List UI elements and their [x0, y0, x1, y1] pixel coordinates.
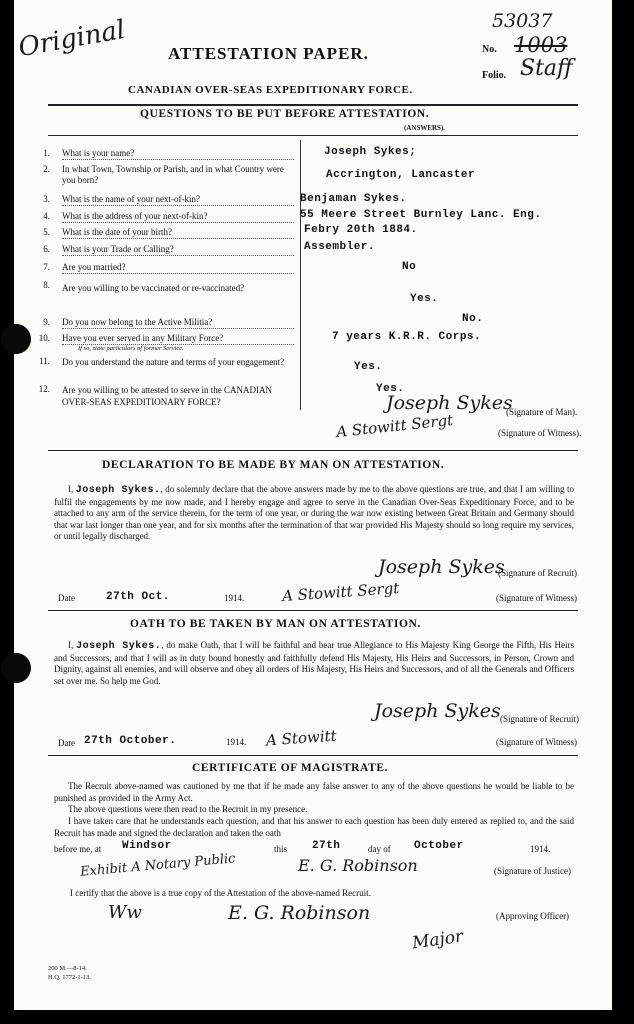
- signature-man-label: (Signature of Man).: [506, 407, 578, 417]
- approving-officer-label: (Approving Officer): [496, 911, 570, 921]
- document-subtitle: CANADIAN OVER-SEAS EXPEDITIONARY FORCE.: [128, 84, 413, 96]
- signature-witness-1: A Stowitt Sergt: [335, 410, 454, 442]
- q11-text: Do you understand the nature and terms of your engagement?: [62, 357, 285, 367]
- magistrate-p3: I have taken care that he understands each question, and that his answer to each question has been duly entered as replied to, and the said Recruit has made and signed the declaration and taken the oath: [54, 816, 574, 838]
- signature-witness-2: A Stowitt Sergt: [281, 578, 400, 606]
- q12-answer: Yes.: [376, 383, 405, 395]
- oath-date-label: Date: [58, 738, 75, 748]
- day-of-label: day of: [368, 844, 391, 854]
- oath-year: 1914.: [226, 737, 247, 747]
- day: 27th: [312, 840, 341, 852]
- oath-rule: [48, 610, 578, 611]
- questions-heading: QUESTIONS TO BE PUT BEFORE ATTESTATION.: [140, 108, 430, 120]
- oath-name: Joseph Sykes.: [76, 641, 162, 652]
- struck-number: 1003: [514, 33, 568, 57]
- punch-hole-top: [1, 324, 31, 354]
- q3-number: 3.: [43, 194, 50, 204]
- signature-witness-label-3: (Signature of Witness): [496, 737, 577, 747]
- signature-witness-3: A Stowitt: [265, 726, 338, 750]
- signature-recruit-label-2: (Signature of Recruit): [500, 714, 579, 724]
- q10-text: Have you ever served in any Military Force?: [62, 333, 294, 345]
- header-rule: [48, 104, 578, 106]
- oath-paragraph: I, Joseph Sykes., do make Oath, that I will be faithful and bear true Allegiance to His Majesty King George the Fifth, His Heirs and Successors, and that I will as in duty bound honestly and faithfully defend His Majesty, His Heirs and Successors, in Person, Crown and Dignity, against all enemies, and will observe and obey all orders of His Majesty, His Heirs and Successors, and of all the Generals and Officers set over me. So help me God.: [54, 640, 574, 686]
- q11-number: 11.: [39, 356, 50, 366]
- notary-note: Exhibit A Notary Public: [79, 851, 236, 880]
- print-code-1: 200 M.—8-14.: [48, 965, 87, 972]
- q4-text: What is the address of your next-of-kin?: [62, 211, 294, 223]
- folio-label: Folio.: [482, 70, 507, 81]
- document-title: ATTESTATION PAPER.: [168, 44, 369, 63]
- certify-text: I certify that the above is a true copy of the Attestation of the above-named Recruit.: [70, 888, 371, 898]
- q7-answer: No: [402, 261, 417, 273]
- q8-answer: Yes.: [410, 293, 439, 305]
- declaration-name: Joseph Sykes.: [75, 485, 161, 496]
- q6-number: 6.: [43, 244, 50, 254]
- oath-date: 27th October.: [84, 735, 177, 747]
- magistrate-rule: [48, 755, 578, 756]
- signature-justice: E. G. Robinson: [298, 856, 418, 875]
- declaration-rule: [48, 450, 578, 451]
- q1-number: 1.: [43, 148, 50, 158]
- q3-text: What is the name of your next-of-kin?: [62, 194, 294, 206]
- folio-value: Staff: [520, 56, 573, 81]
- questions-rule: [48, 135, 578, 136]
- this-label: this: [274, 844, 288, 854]
- magistrate-heading: CERTIFICATE OF MAGISTRATE.: [192, 762, 389, 774]
- q2-number: 2.: [43, 164, 50, 174]
- q3-answer: Benjaman Sykes.: [300, 193, 407, 205]
- punch-hole-bottom: [1, 653, 31, 683]
- approving-rank: Major: [410, 926, 465, 954]
- signature-man: Joseph Sykes: [386, 392, 513, 414]
- print-code-2: H.Q. 1772-1-13.: [48, 974, 91, 981]
- magistrate-p2: The above questions were then read to the Recruit in my presence.: [68, 804, 308, 814]
- q2-answer: Accrington, Lancaster: [326, 169, 476, 181]
- signature-justice-label: (Signature of Justice): [494, 866, 571, 876]
- place: Windsor: [122, 840, 172, 852]
- before-me-label: before me, at: [54, 844, 102, 854]
- q4-answer: 55 Meere Street Burnley Lanc. Eng.: [300, 209, 542, 221]
- q9-text: Do you now belong to the Active Militia?: [62, 317, 294, 329]
- q9-answer: No.: [462, 313, 484, 325]
- signature-recruit-1: Joseph Sykes: [378, 556, 505, 578]
- magistrate-p1: The Recruit above-named was cautioned by me that if he made any false answer to any of the above questions he would be liable to be punished as provided in the Army Act.: [54, 781, 574, 803]
- decl-year: 1914.: [224, 593, 245, 603]
- decl-date: 27th Oct.: [106, 591, 170, 603]
- signature-witness-label-1: (Signature of Witness).: [498, 428, 582, 438]
- signature-witness-label-2: (Signature of Witness): [496, 593, 577, 603]
- q8-number: 8.: [43, 280, 50, 290]
- q6-answer: Assembler.: [304, 241, 376, 253]
- oath-text: , do make Oath, that I will be faithful and bear true Allegiance to His Majesty King George the Fifth, His Heirs and Successors, and that I will as in duty bound honestly and faithfully defend His Majesty, His Heirs and Successors, in Person, Crown and Dignity, against all enemies, and will observe and obey all orders of His Majesty, His Heirs and Successors, and of all the Generals and Officers set over me. So help me God.: [54, 640, 574, 686]
- q2-text: In what Town, Township or Parish, and in what Country were you born?: [62, 164, 284, 185]
- q10-note: If so, state particulars of former Service.: [78, 345, 184, 352]
- q7-text: Are you married?: [62, 262, 294, 274]
- oath-heading: OATH TO BE TAKEN BY MAN ON ATTESTATION.: [130, 618, 421, 630]
- q12-text: Are you willing to be attested to serve in the CANADIAN OVER-SEAS EXPEDITIONARY FORCE?: [62, 385, 272, 407]
- declaration-text: , do solemnly declare that the above answers made by me to the above questions are true, and that I am willing to fulfil the engagements by me now made, and I hereby engage and agree to serve in the Canadian Over-Seas Expeditionary Force, and to be attached to any arm of the service therein, for the term of one year, or during the war now existing between Great Britain and Germany should that war last longer than one year, and for six months after the termination of that war provided His Majesty should so long require my services, or until legally discharged.: [54, 484, 575, 541]
- declaration-heading: DECLARATION TO BE MADE BY MAN ON ATTESTATION.: [102, 459, 445, 471]
- approving-signature: E. G. Robinson: [228, 902, 371, 924]
- q10-number: 10.: [38, 333, 50, 343]
- original-margin-note: Original: [16, 14, 128, 64]
- declaration-paragraph: I, Joseph Sykes., do solemnly declare that the above answers made by me to the above questions are true, and that I am willing to fulfil the engagements by me now made, and I hereby engage and agree to serve in the Canadian Over-Seas Expeditionary Force, and to be attached to any arm of the service therein, for the term of one year, or during the war now existing between Great Britain and Germany should that war last longer than one year, and for six months after the termination of that war provided His Majesty should so long require my services, or until legally discharged.: [54, 484, 575, 541]
- registration-number: 53037: [492, 10, 553, 32]
- month: October: [414, 840, 464, 852]
- signature-recruit-label-1: (Signature of Recruit): [498, 568, 577, 578]
- q6-text: What is your Trade or Calling?: [62, 244, 294, 256]
- answers-column-rule: [300, 140, 301, 410]
- q4-number: 4.: [43, 211, 50, 221]
- attestation-paper: [14, 0, 612, 1010]
- q1-answer: Joseph Sykes;: [324, 146, 417, 158]
- q5-answer: Febry 20th 1884.: [304, 224, 418, 236]
- initials: Ww: [108, 902, 142, 923]
- q5-text: What is the date of your birth?: [62, 227, 294, 239]
- mag-year: 1914.: [530, 844, 551, 854]
- no-label: No.: [482, 44, 497, 55]
- q12-number: 12.: [38, 384, 50, 394]
- q11-answer: Yes.: [354, 361, 383, 373]
- q5-number: 5.: [43, 227, 50, 237]
- q9-number: 9.: [43, 317, 50, 327]
- decl-date-label: Date: [58, 593, 75, 603]
- q7-number: 7.: [43, 262, 50, 272]
- answers-label: (ANSWERS).: [404, 124, 446, 132]
- q1-text: What is your name?: [62, 148, 294, 160]
- signature-recruit-2: Joseph Sykes: [374, 700, 501, 722]
- q8-text: Are you willing to be vaccinated or re-vaccinated?: [62, 283, 245, 293]
- q10-answer: 7 years K.R.R. Corps.: [332, 331, 482, 343]
